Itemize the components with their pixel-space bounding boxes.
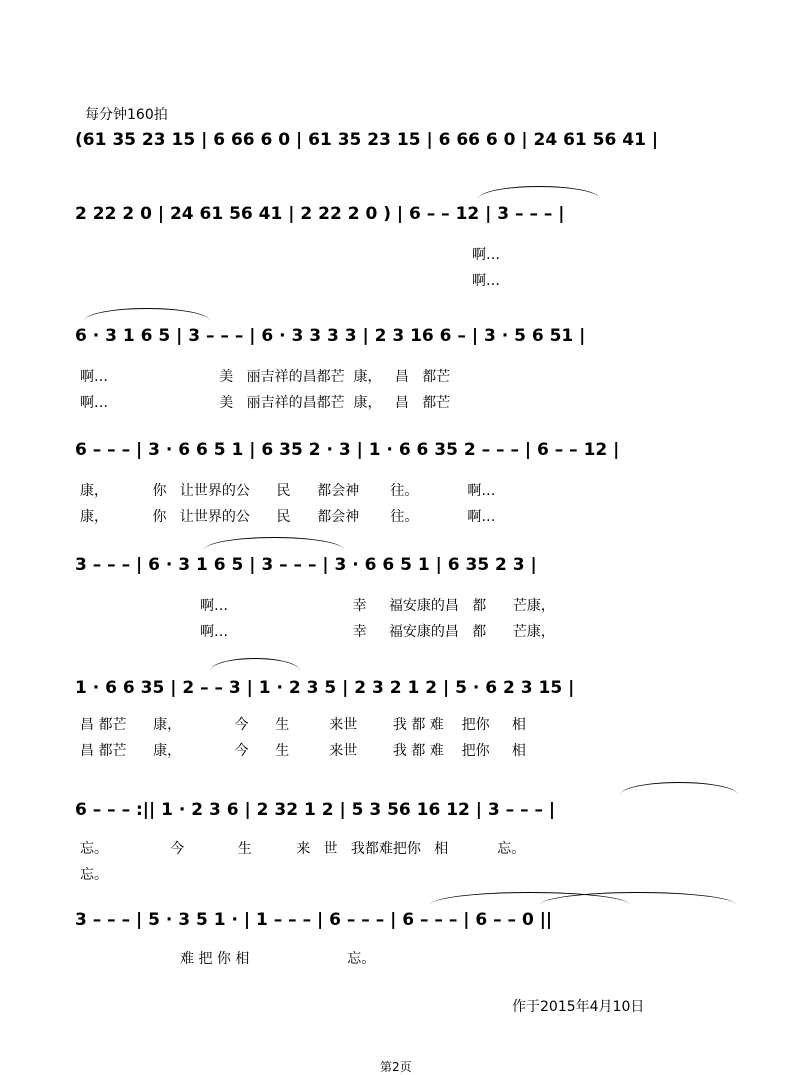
lyric-row-7-line-2: 忘。	[80, 867, 108, 883]
composition-date: 作于2015年4月10日	[512, 999, 645, 1015]
notes-row-4: 6 – – – | 3 · 6 6 5 1 | 6 35 2 · 3 | 1 · 6 6 35 2 – – – | 6 – – 12 |	[75, 440, 620, 460]
lyric-row-3-line-1: 啊… 美 丽吉祥的昌都芒 康， 昌 都芒	[80, 369, 451, 385]
notes-row-6: 1 · 6 6 35 | 2 – – 3 | 1 · 2 3 5 | 2 3 2 1 2 | 5 · 6 2 3 15 |	[75, 678, 575, 698]
tempo-marking: 每分钟160拍	[85, 107, 168, 123]
lyric-row-6-line-2: 昌 都芒 康， 今 生 来世 我 都 难 把你 相	[80, 743, 526, 759]
lyric-row-2-line-2: 啊…	[472, 273, 500, 289]
slur-arc	[620, 782, 738, 795]
notes-row-8: 3 – – – | 5 · 3 5 1 · | 1 – – – | 6 – – – | 6 – – – | 6 – – 0 ||	[75, 910, 553, 930]
slur-arc	[478, 186, 600, 199]
slur-arc	[204, 537, 344, 550]
lyric-row-4-line-2: 康， 你 让世界的公 民 都会神 往。 啊…	[80, 509, 496, 525]
lyric-row-6-line-1: 昌 都芒 康， 今 生 来世 我 都 难 把你 相	[80, 717, 526, 733]
lyric-row-5-line-1: 啊… 幸 福安康的昌 都 芒康，	[200, 598, 555, 614]
lyric-row-2-line-1: 啊…	[472, 247, 500, 263]
slur-arc	[84, 308, 210, 321]
notes-row-3: 6 · 3 1 6 5 | 3 – – – | 6 · 3 3 3 3 | 2 3 16 6 – | 3 · 5 6 51 |	[75, 326, 586, 346]
lyric-row-8: 难 把 你 相 忘。	[180, 951, 376, 967]
lyric-row-3-line-2: 啊… 美 丽吉祥的昌都芒 康， 昌 都芒	[80, 395, 451, 411]
lyric-row-5-line-2: 啊… 幸 福安康的昌 都 芒康，	[200, 624, 555, 640]
notes-row-5: 3 – – – | 6 · 3 1 6 5 | 3 – – – | 3 · 6 6 5 1 | 6 35 2 3 |	[75, 555, 537, 575]
notes-row-1: (61 35 23 15 | 6 66 6 0 | 61 35 23 15 | 6 66 6 0 | 24 61 56 41 |	[75, 130, 659, 150]
notes-row-2: 2 22 2 0 | 24 61 56 41 | 2 22 2 0 ) | 6 – – 12 | 3 – – – |	[75, 204, 565, 224]
page-number: 第2页	[380, 1060, 412, 1074]
lyric-row-4-line-1: 康， 你 让世界的公 民 都会神 往。 啊…	[80, 483, 496, 499]
notes-row-7: 6 – – – :|| 1 · 2 3 6 | 2 32 1 2 | 5 3 56 16 12 | 3 – – – |	[75, 800, 556, 820]
slur-arc	[210, 658, 300, 671]
lyric-row-7-line-1: 忘。 今 生 来 世 我都难把你 相 忘。	[80, 841, 526, 857]
